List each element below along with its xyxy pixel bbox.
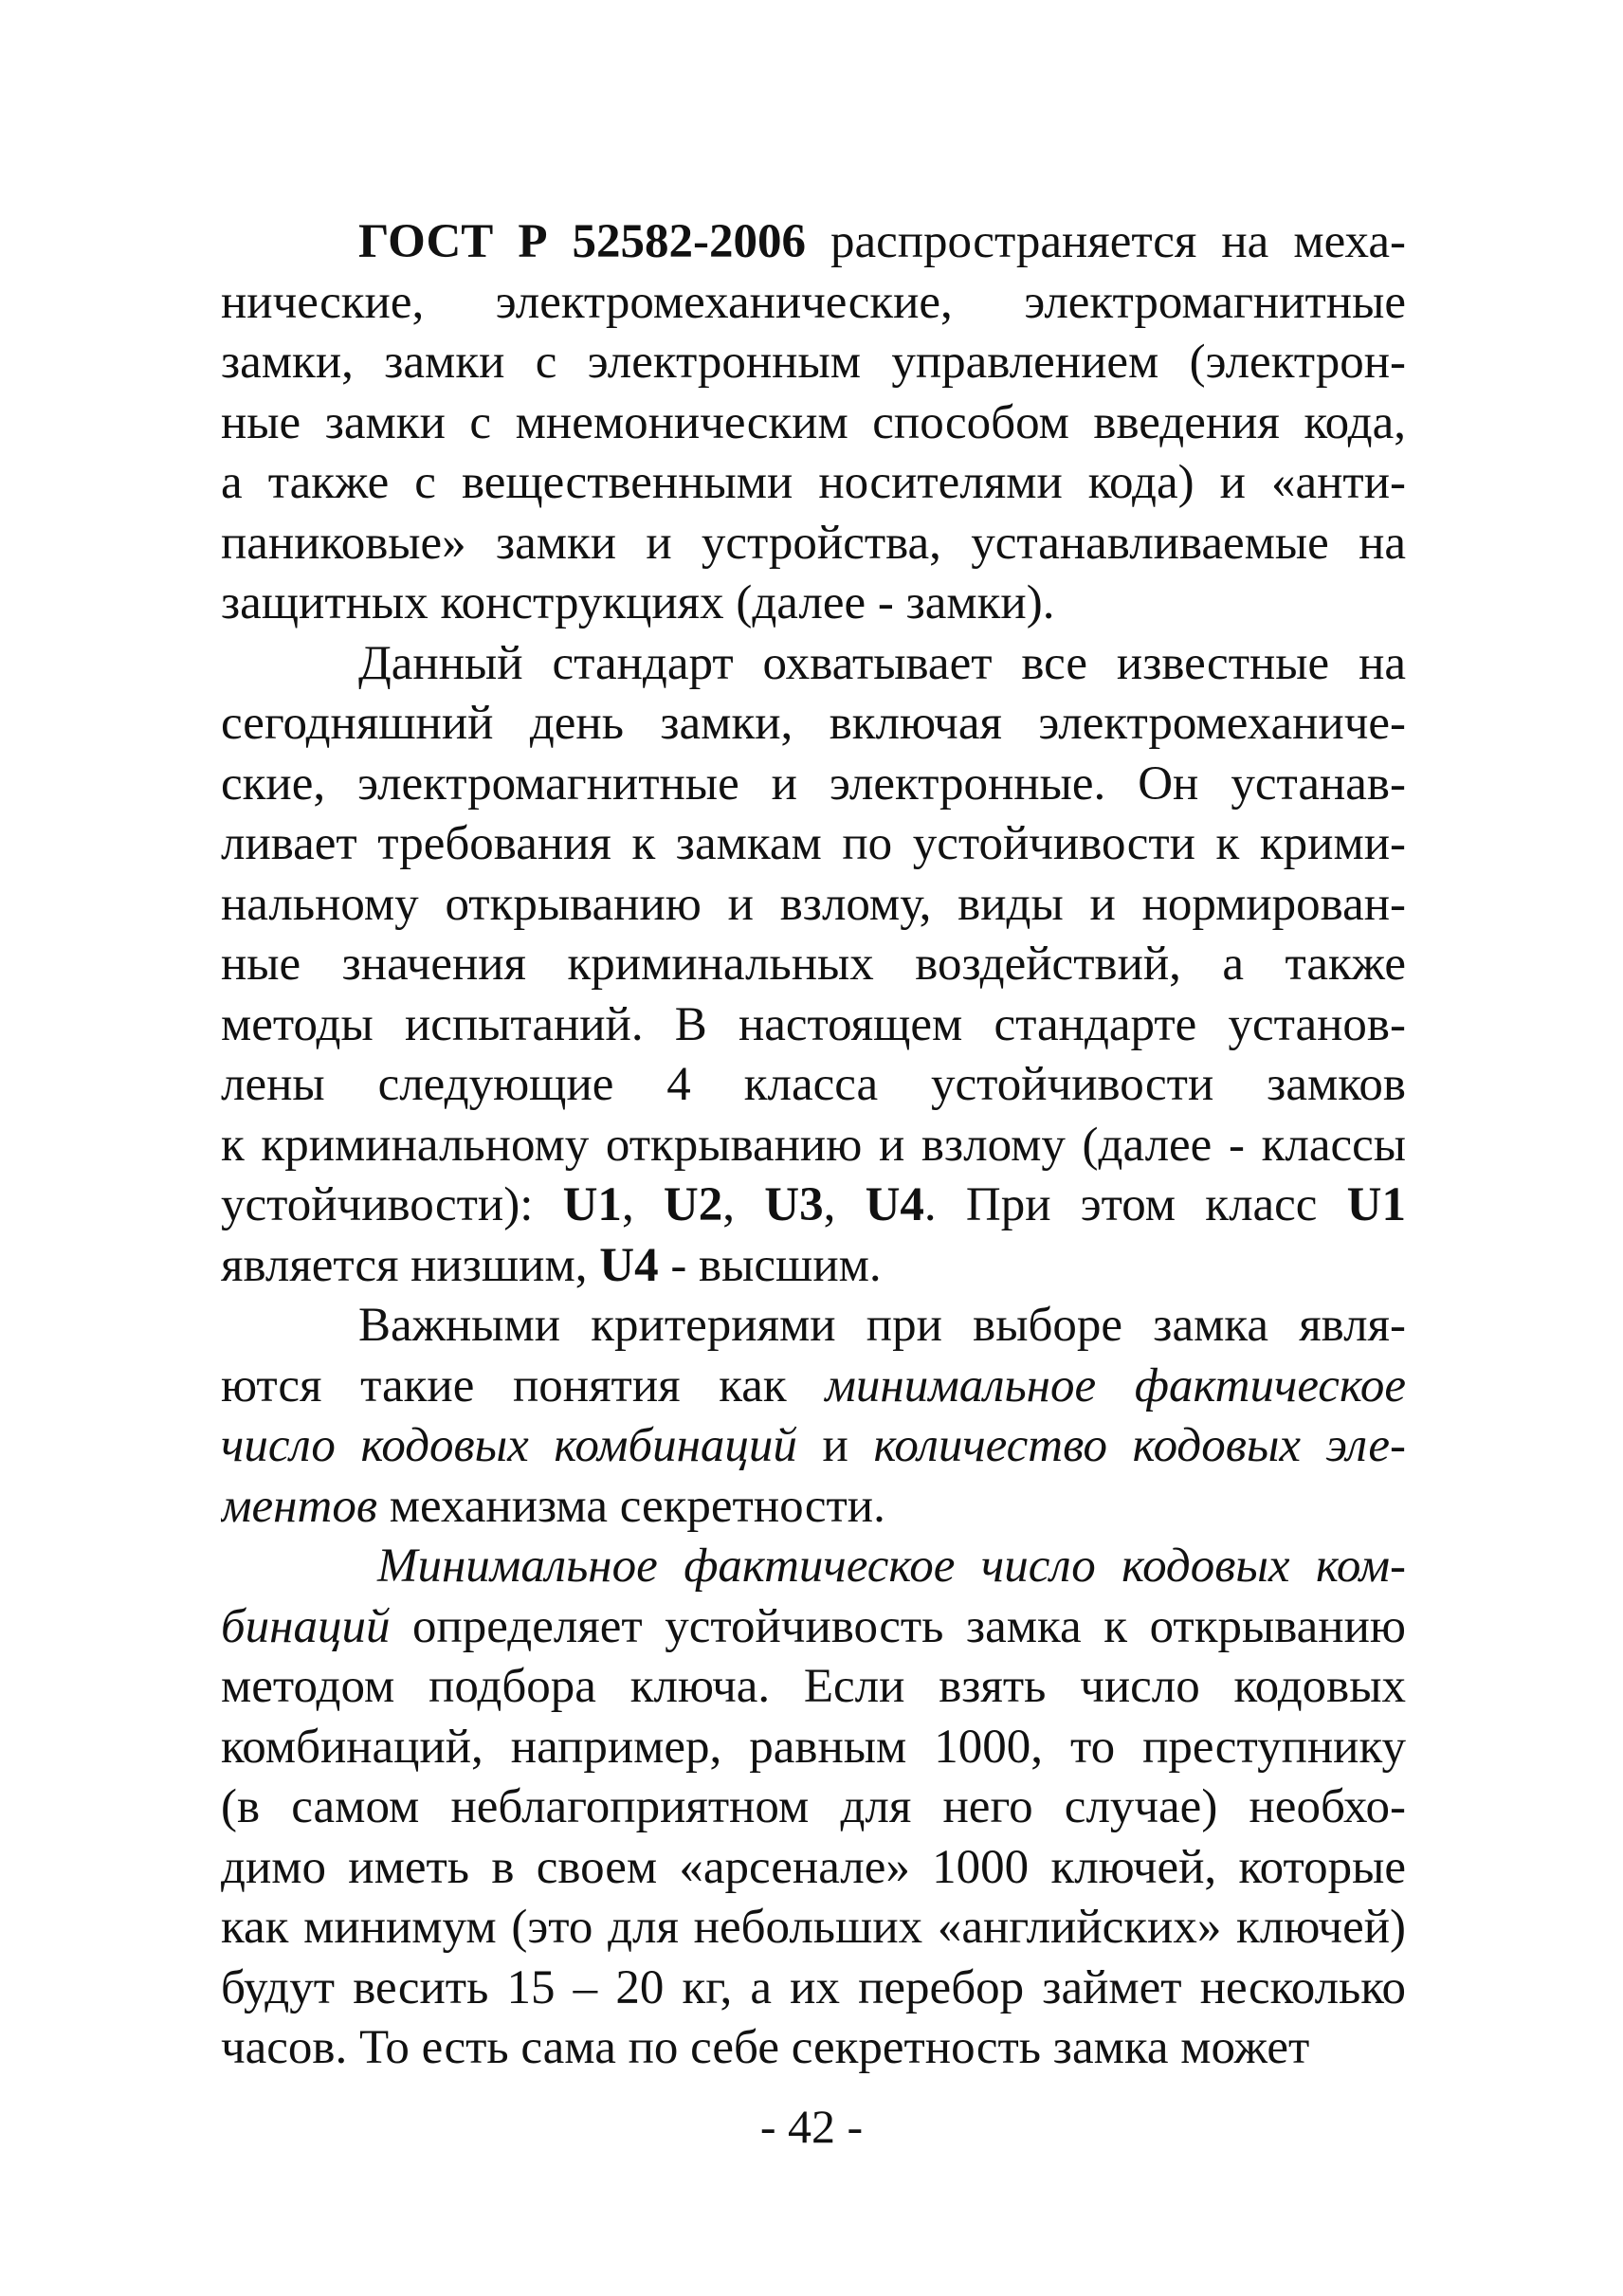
text-run: ливает требования к замкам по устойчивости к крими- (221, 817, 1406, 870)
bold-text: U3 (764, 1178, 824, 1231)
text-run: определяет устойчивость замка к открыванию (390, 1599, 1406, 1653)
text-line (221, 1959, 1406, 2019)
text-run: (в самом неблагоприятном для него случае) необхо- (221, 1780, 1406, 1833)
text-line (221, 1477, 1406, 1538)
text-line (221, 1718, 1406, 1778)
text-run: как минимум (это для небольших «английских» ключей) (221, 1901, 1406, 1954)
text-line (221, 875, 1406, 936)
page-number: - 42 - (759, 2100, 864, 2153)
text-run: замки, замки с электронным управлением (электрон- (221, 336, 1406, 389)
text-run: нические, электромеханические, электромагнитные (221, 275, 1406, 329)
bold-text: U4 (865, 1178, 924, 1231)
text-run: Данный стандарт охватывает все известные на (358, 636, 1406, 690)
paragraph (221, 1537, 1406, 2079)
text-run: устойчивости): (221, 1178, 563, 1231)
text-line (221, 1055, 1406, 1116)
text-line (221, 273, 1406, 334)
text-run: ются такие понятия как (221, 1358, 826, 1412)
body-text (221, 212, 1406, 2079)
text-run: , (621, 1178, 664, 1231)
text-run: и (796, 1419, 874, 1472)
text-line (221, 634, 1406, 695)
bold-text: U2 (663, 1178, 723, 1231)
text-run: сегодняшний день замки, включая электромеханиче- (221, 697, 1406, 750)
italic-text: минимальное фактическое (825, 1358, 1406, 1412)
text-line (221, 1357, 1406, 1417)
text-run: ные значения криминальных воздействий, а также (221, 938, 1406, 991)
text-run: ские, электромагнитные и электронные. Он устанав- (221, 756, 1406, 811)
text-run: к криминальному открыванию и взлому (далее - классы (221, 1118, 1406, 1172)
text-run: ные замки с мнемоническим способом введения кода, (221, 395, 1406, 449)
text-run: Важными критериями при выборе замка явля- (358, 1299, 1406, 1352)
text-line (221, 1537, 1406, 1597)
text-run: димо иметь в своем «арсенале» 1000 ключей, которые (221, 1840, 1406, 1894)
text-line (221, 1657, 1406, 1718)
text-run: паниковые» замки и устройства, устанавливаемые на (221, 516, 1406, 570)
paragraph (221, 1296, 1406, 1537)
paragraph (221, 212, 1406, 634)
text-line (221, 814, 1406, 875)
text-line (221, 393, 1406, 454)
bold-text: U1 (562, 1178, 622, 1231)
text-line (221, 453, 1406, 514)
text-run: . При этом класс (923, 1178, 1347, 1231)
text-line (221, 1116, 1406, 1176)
text-line (221, 1597, 1406, 1658)
text-line (221, 2018, 1406, 2079)
text-run: методом подбора ключа. Если взять число кодовых (221, 1660, 1406, 1713)
text-run: методы испытаний. В настоящем стандарте установ- (221, 997, 1406, 1051)
text-line (221, 514, 1406, 574)
text-line (221, 1898, 1406, 1959)
text-line (221, 935, 1406, 995)
text-run: - высшим. (658, 1238, 882, 1292)
bold-text: U4 (599, 1238, 659, 1292)
text-run: будут весить 15 – 20 кг, а их перебор займет несколько (221, 1960, 1406, 2014)
text-line (221, 995, 1406, 1056)
text-run: комбинаций, например, равным 1000, то преступнику (221, 1720, 1406, 1774)
text-line (221, 212, 1406, 273)
italic-text: бинаций (221, 1599, 391, 1653)
text-run: часов. То есть сама по себе секретность замка может (221, 2021, 1310, 2074)
text-run: защитных конструкциях (далее - замки). (221, 576, 1055, 629)
text-run: лены следующие 4 класса устойчивости замков (221, 1058, 1406, 1111)
bold-text: ГОСТ Р 52582-2006 (358, 215, 806, 268)
text-run: , (823, 1178, 866, 1231)
text-run: , (722, 1178, 765, 1231)
italic-text: число кодовых комбинаций (221, 1419, 797, 1472)
italic-text: количество кодовых эле- (873, 1419, 1406, 1472)
text-line (221, 1777, 1406, 1838)
text-line (221, 574, 1406, 634)
text-run: а также с вещественными носителями кода) и «анти- (221, 456, 1406, 509)
italic-text: Минимальное фактическое число кодовых ком- (377, 1540, 1406, 1593)
text-line (221, 1175, 1406, 1236)
text-run: является низшим, (221, 1238, 600, 1292)
bold-text: U1 (1346, 1178, 1406, 1231)
text-line (221, 1236, 1406, 1297)
text-line (221, 333, 1406, 393)
text-run: механизма секретности. (376, 1479, 885, 1533)
text-line (221, 1838, 1406, 1899)
text-line (221, 1416, 1406, 1477)
text-line (221, 755, 1406, 815)
paragraph (221, 634, 1406, 1297)
italic-text: ментов (221, 1479, 377, 1533)
text-line (221, 1296, 1406, 1357)
text-line (221, 694, 1406, 755)
text-run: нальному открыванию и взлому, виды и нормирован- (221, 877, 1406, 931)
text-run: распространяется на меха- (805, 215, 1406, 268)
